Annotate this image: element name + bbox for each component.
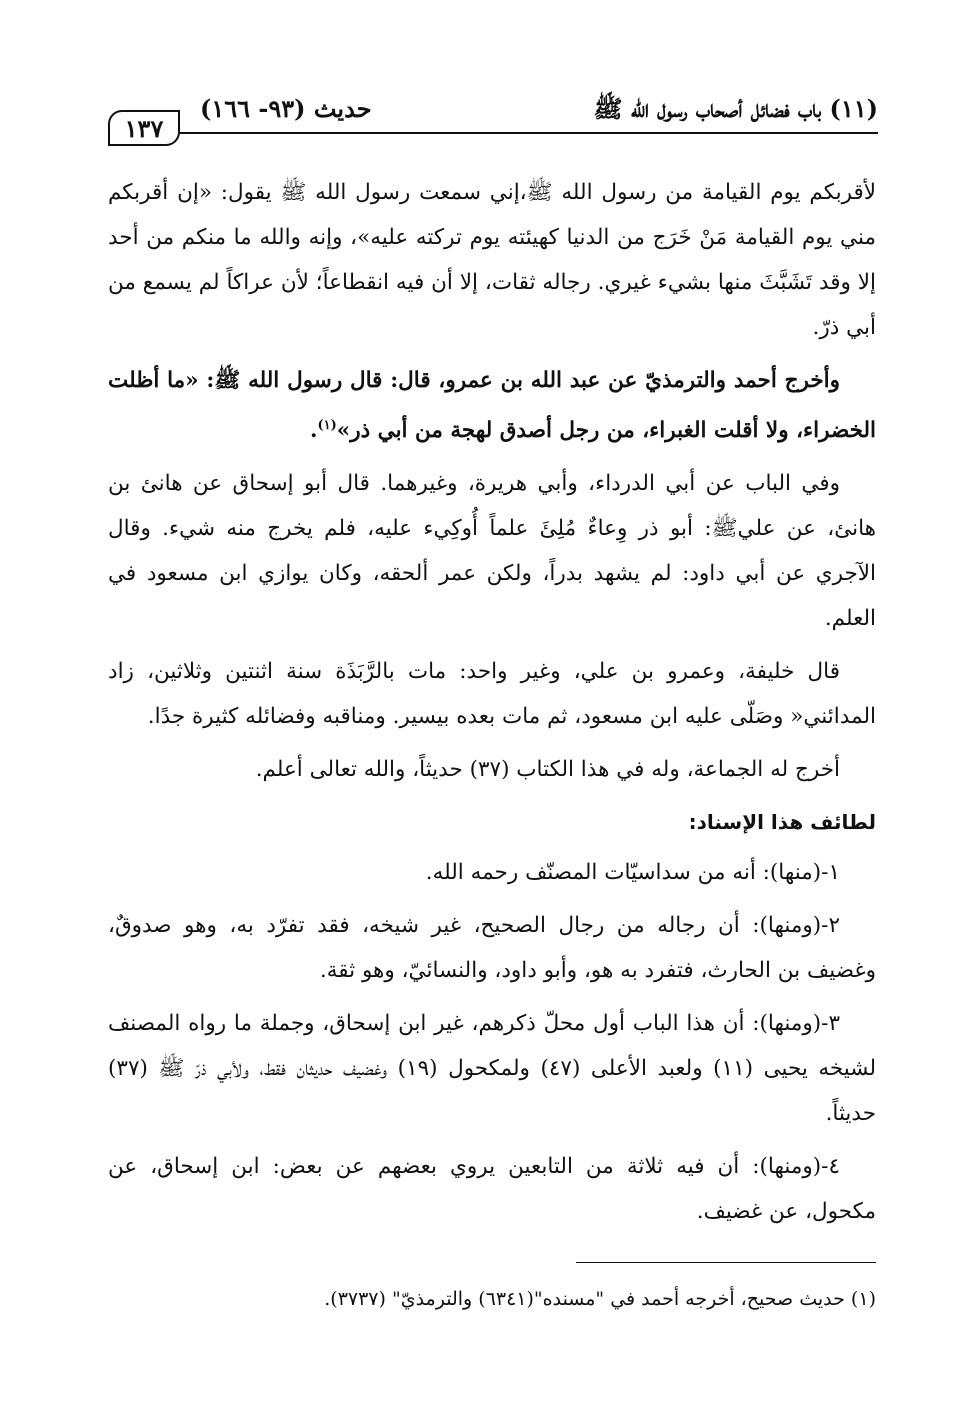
page-header [108,88,878,158]
header-rule [178,132,878,134]
list-item: ٣-(ومنها): أن هذا الباب أول محلّ ذكرهم، غير ابن إسحاق، وجملة ما رواه المصنف لشيخه يحيى (١١) ولعبد الأعلى (٤٧) ولمكحول (١٩) وغضيف حديثان فقط، ولأبي ذرّ ﷺ (٣٧) حديثاً. [108,1011,876,1127]
page-number: ١٣٧ [108,110,180,146]
list-item: ٤-(ومنها): أن فيه ثلاثة من التابعين يروي بعضهم عن بعض: ابن إسحاق، عن مكحول، عن غضيف. [108,1154,876,1225]
paragraph: وفي الباب عن أبي الدرداء، وأبي هريرة، وغيرهما. قال أبو إسحاق عن هانئ بن هانئ، عن عليﷺ: أبو ذر وِعاءٌ مُلِئَ علماً أُوكِيء عليه، فلم يخرج منه شيء. وقال الآجري عن أبي داود: لم يشهد بدراً، ولكن عمر ألحقه، وكان يوازي ابن مسعود في العلم. [108,471,876,632]
section-heading: لطائف هذا الإسناد: [688,810,876,835]
paragraph-hadith-text: وأخرج أحمد والترمذيّ عن عبد الله بن عمرو، قال: قال رسول الله ﷺ: «ما أظلت الخضراء، ولا أقلت الغبراء، من رجل أصدق لهجة من أبي ذر» [108,368,876,444]
page-body [108,170,876,1242]
paragraph: قال خليفة، وعمرو بن علي، وغير واحد: مات بالرَّبَذَة سنة اثنتين وثلاثين، زاد المدائني« وصَلّى عليه ابن مسعود، ثم مات بعده بيسير. ومناقبه وفضائله كثيرة جدًا. [108,659,876,730]
footnote: (١) حديث صحيح، أخرجه أحمد في "مسنده"(٦٣٤١) والترمذيّ" (٣٧٣٧). [324,1288,876,1310]
paragraph-hadith: وأخرج أحمد والترمذيّ عن عبد الله بن عمرو، قال: قال رسول الله ﷺ: «ما أظلت الخضراء، ولا أقلت الغبراء، من رجل أصدق لهجة من أبي ذر»$^{(١)}$. [108,368,876,444]
list-item: ٢-(ومنها): أن رجاله من رجال الصحيح، غير شيخه، فقد تفرّد به، وهو صدوقٌ، وغضيف بن الحارث، فتفرد به هو، وأبو داود، والنسائيّ، وهو ثقة. [108,913,876,984]
list-item: ١-(منها): أنه من سداسيّات المصنّف رحمه الله. [425,860,840,886]
paragraph: لأقربكم يوم القيامة من رسول الله ﷺ،إني سمعت رسول الله ﷺ يقول: «إن أقربكم مني يوم القيامة مَنْ خَرَج من الدنيا كهيئته يوم تركته عليه»، وإنه والله ما منكم من أحد إلا وقد تَشَبَّثَ منها بشيء غيري. رجاله ثقات، إلا أن فيه انقطاعاً؛ لأن عراكاً لم يسمع من أبي ذرّ. [108,180,876,340]
paragraph: أخرج له الجماعة، وله في هذا الكتاب (٣٧) حديثاً، والله تعالى أعلم. [255,757,840,783]
chapter-title: (١١) باب فضائل أصحاب رسول الله ﷺ [593,94,878,123]
hadith-range: حديث (٩٣- ١٦٦) [200,94,372,123]
footnote-ref: (١) [317,418,337,433]
